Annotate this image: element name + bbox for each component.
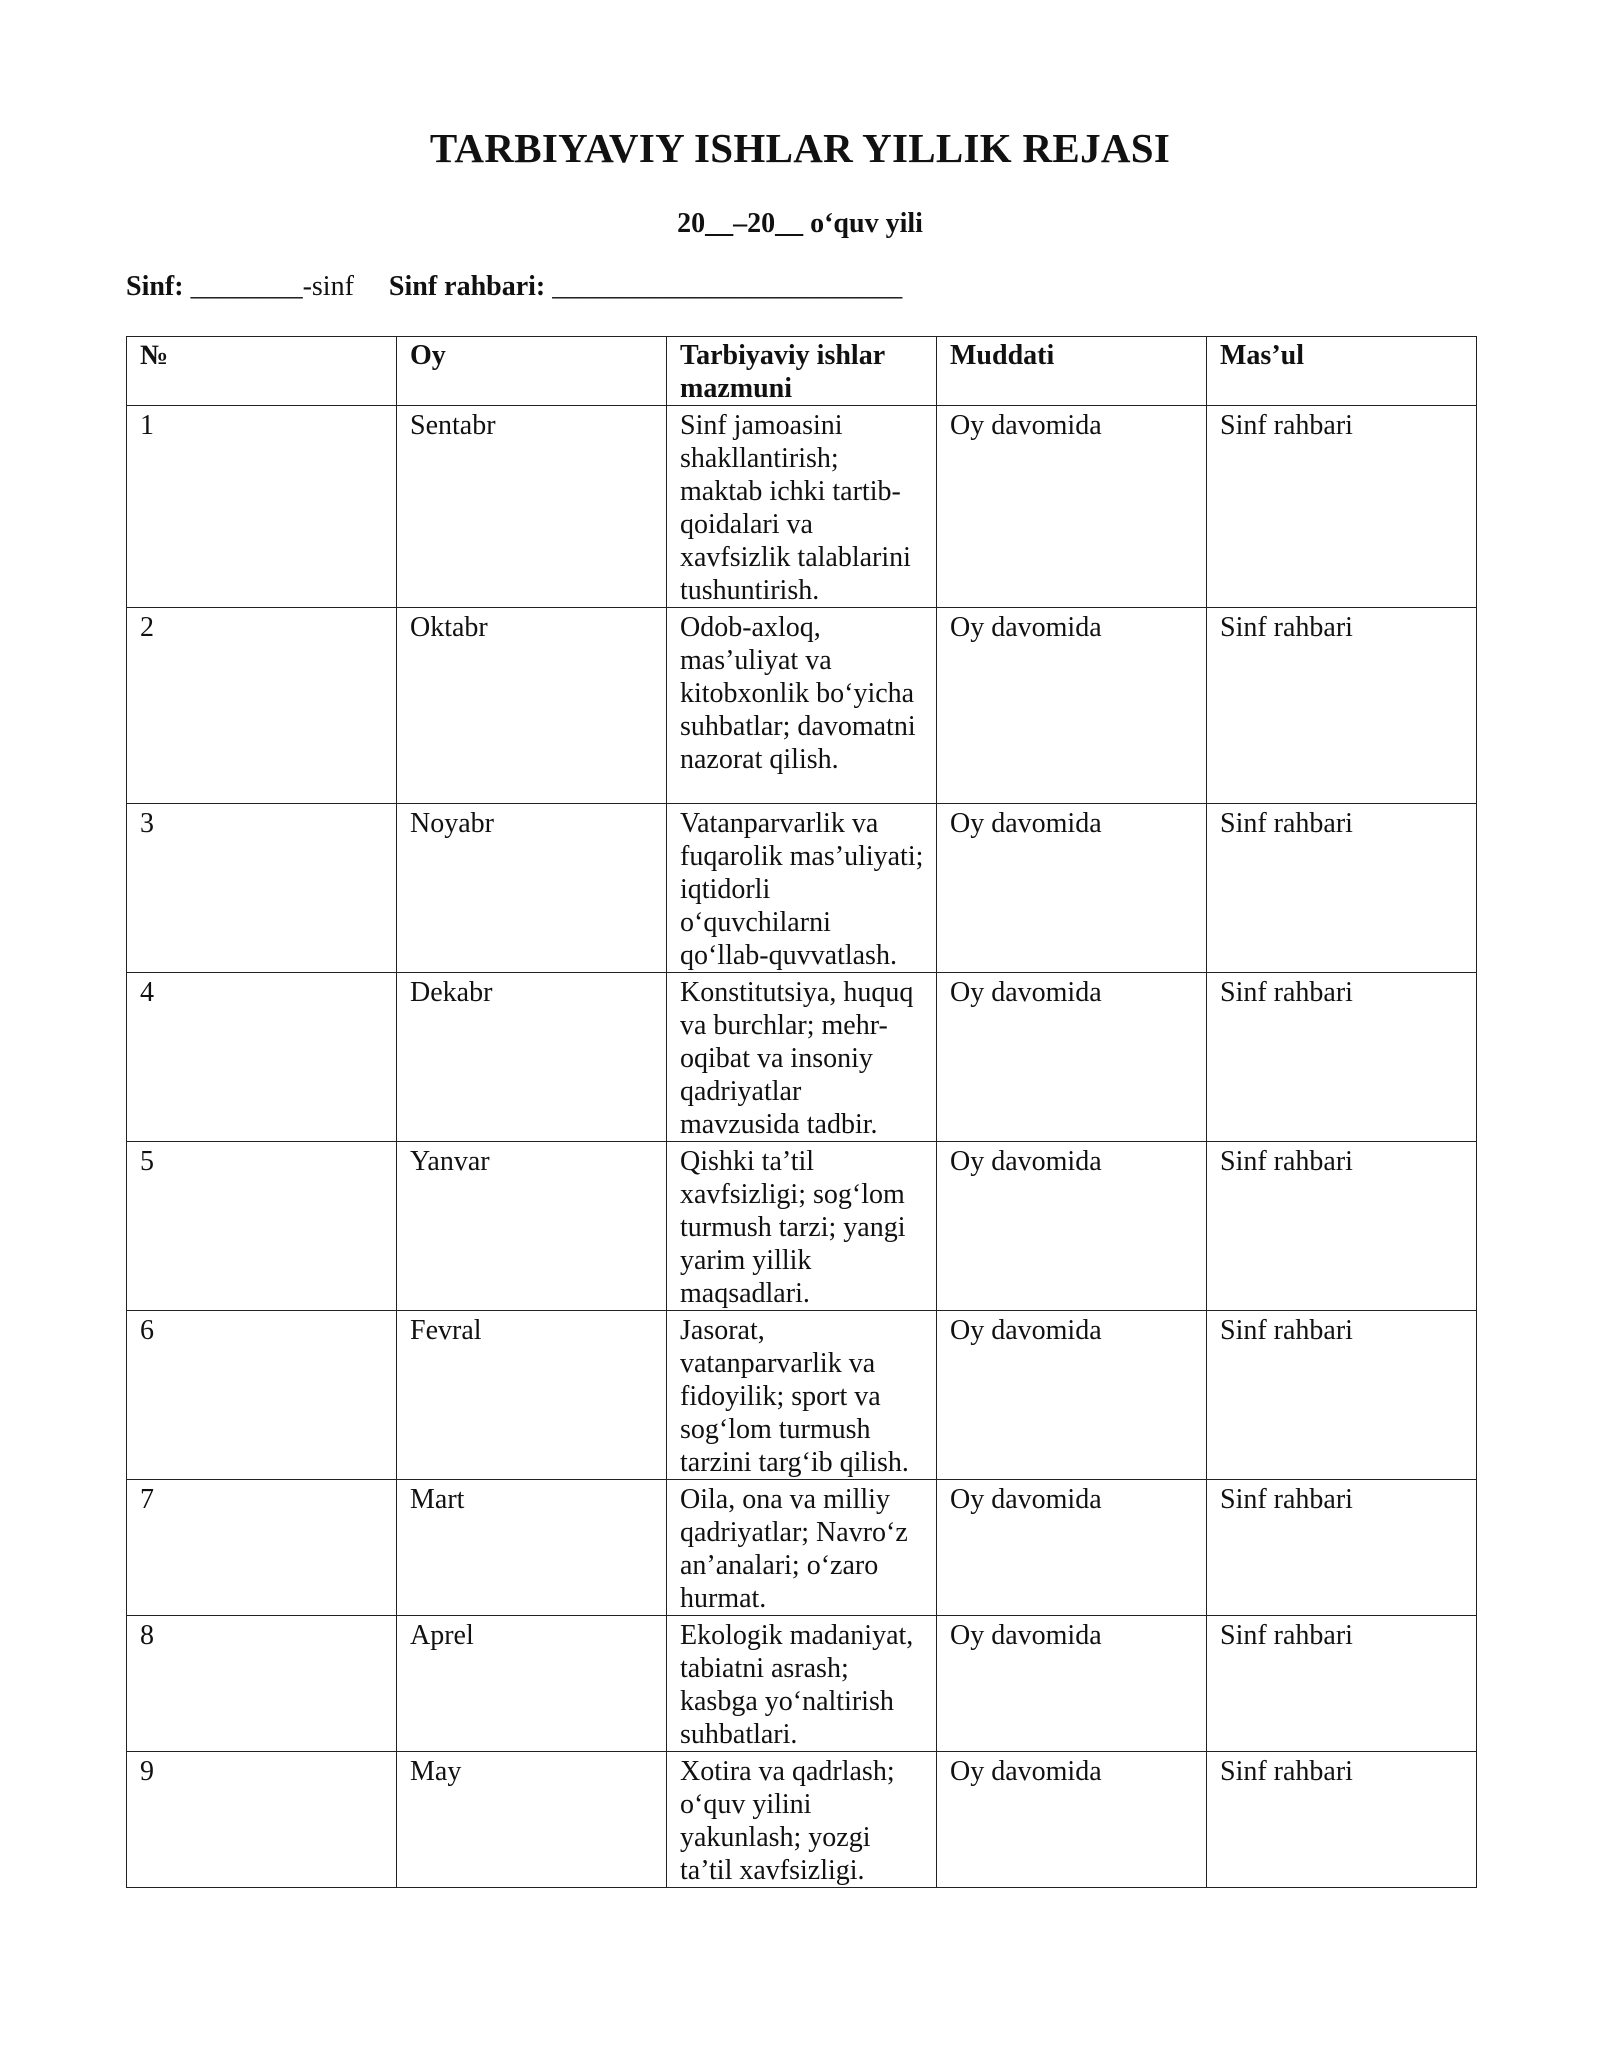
row-number: 6 bbox=[127, 1311, 397, 1480]
row-month: Fevral bbox=[397, 1311, 667, 1480]
row-content: Xotira va qadrlash; o‘quv yilini yakunlash; yozgi ta’til xavfsizligi. bbox=[667, 1752, 937, 1888]
class-value: ________-sinf bbox=[190, 271, 354, 302]
row-number: 9 bbox=[127, 1752, 397, 1888]
row-number: 2 bbox=[127, 608, 397, 804]
row-number: 5 bbox=[127, 1142, 397, 1311]
teacher-value: _________________________ bbox=[552, 271, 903, 302]
row-content: Qishki ta’til xavfsizligi; sog‘lom turmush tarzi; yangi yarim yillik maqsadlari. bbox=[667, 1142, 937, 1311]
table-row bbox=[127, 1752, 1477, 1888]
row-number: 7 bbox=[127, 1480, 397, 1616]
row-period: Oy davomida bbox=[937, 608, 1207, 804]
row-period: Oy davomida bbox=[937, 973, 1207, 1142]
row-responsible: Sinf rahbari bbox=[1207, 1311, 1477, 1480]
row-period: Oy davomida bbox=[937, 1616, 1207, 1752]
row-number: 1 bbox=[127, 406, 397, 608]
row-responsible: Sinf rahbari bbox=[1207, 804, 1477, 973]
row-content: Konstitutsiya, huquq va burchlar; mehr-oqibat va insoniy qadriyatlar mavzusida tadbir. bbox=[667, 973, 937, 1142]
row-period: Oy davomida bbox=[937, 1311, 1207, 1480]
row-month: Mart bbox=[397, 1480, 667, 1616]
row-period: Oy davomida bbox=[937, 406, 1207, 608]
row-month: Sentabr bbox=[397, 406, 667, 608]
row-number: 8 bbox=[127, 1616, 397, 1752]
table-row bbox=[127, 1311, 1477, 1480]
row-content: Jasorat, vatanparvarlik va fidoyilik; sport va sog‘lom turmush tarzini targ‘ib qilish. bbox=[667, 1311, 937, 1480]
table-row bbox=[127, 1480, 1477, 1616]
table-row bbox=[127, 1616, 1477, 1752]
row-responsible: Sinf rahbari bbox=[1207, 406, 1477, 608]
row-month: Yanvar bbox=[397, 1142, 667, 1311]
table-header-row bbox=[127, 337, 1477, 406]
row-responsible: Sinf rahbari bbox=[1207, 1142, 1477, 1311]
row-responsible: Sinf rahbari bbox=[1207, 608, 1477, 804]
teacher-label: Sinf rahbari: bbox=[388, 271, 546, 302]
row-period: Oy davomida bbox=[937, 804, 1207, 973]
row-month: Oktabr bbox=[397, 608, 667, 804]
row-month: May bbox=[397, 1752, 667, 1888]
class-info-line bbox=[126, 271, 902, 303]
header-number: № bbox=[127, 337, 397, 406]
row-responsible: Sinf rahbari bbox=[1207, 1480, 1477, 1616]
row-responsible: Sinf rahbari bbox=[1207, 1616, 1477, 1752]
table-body bbox=[127, 406, 1477, 1888]
row-content: Oila, ona va milliy qadriyatlar; Navro‘z an’analari; o‘zaro hurmat. bbox=[667, 1480, 937, 1616]
row-period: Oy davomida bbox=[937, 1142, 1207, 1311]
row-month: Aprel bbox=[397, 1616, 667, 1752]
row-content: Vatanparvarlik va fuqarolik mas’uliyati; iqtidorli o‘quvchilarni qo‘llab-quvvatlash. bbox=[667, 804, 937, 973]
row-number: 4 bbox=[127, 973, 397, 1142]
row-content: Ekologik madaniyat, tabiatni asrash; kasbga yo‘naltirish suhbatlari. bbox=[667, 1616, 937, 1752]
header-responsible: Mas’ul bbox=[1207, 337, 1477, 406]
row-content: Sinf jamoasini shakllantirish; maktab ichki tartib-qoidalari va xavfsizlik talablarini tushuntirish. bbox=[667, 406, 937, 608]
row-period: Oy davomida bbox=[937, 1752, 1207, 1888]
class-label: Sinf: bbox=[126, 271, 184, 302]
header-period: Muddati bbox=[937, 337, 1207, 406]
row-month: Dekabr bbox=[397, 973, 667, 1142]
row-month: Noyabr bbox=[397, 804, 667, 973]
row-responsible: Sinf rahbari bbox=[1207, 1752, 1477, 1888]
table-row bbox=[127, 608, 1477, 804]
table-row bbox=[127, 406, 1477, 608]
table-row bbox=[127, 1142, 1477, 1311]
academic-year: 20__–20__ o‘quv yili bbox=[677, 208, 923, 239]
row-period: Oy davomida bbox=[937, 1480, 1207, 1616]
table-row bbox=[127, 804, 1477, 973]
header-month: Oy bbox=[397, 337, 667, 406]
document-title: TARBIYAVIY ISHLAR YILLIK REJASI bbox=[429, 125, 1171, 171]
annual-plan-table bbox=[126, 336, 1477, 1888]
row-number: 3 bbox=[127, 804, 397, 973]
row-responsible: Sinf rahbari bbox=[1207, 973, 1477, 1142]
row-content: Odob-axloq, mas’uliyat va kitobxonlik bo‘yicha suhbatlar; davomatni nazorat qilish. bbox=[667, 608, 937, 804]
table-row bbox=[127, 973, 1477, 1142]
header-content: Tarbiyaviy ishlar mazmuni bbox=[667, 337, 937, 406]
